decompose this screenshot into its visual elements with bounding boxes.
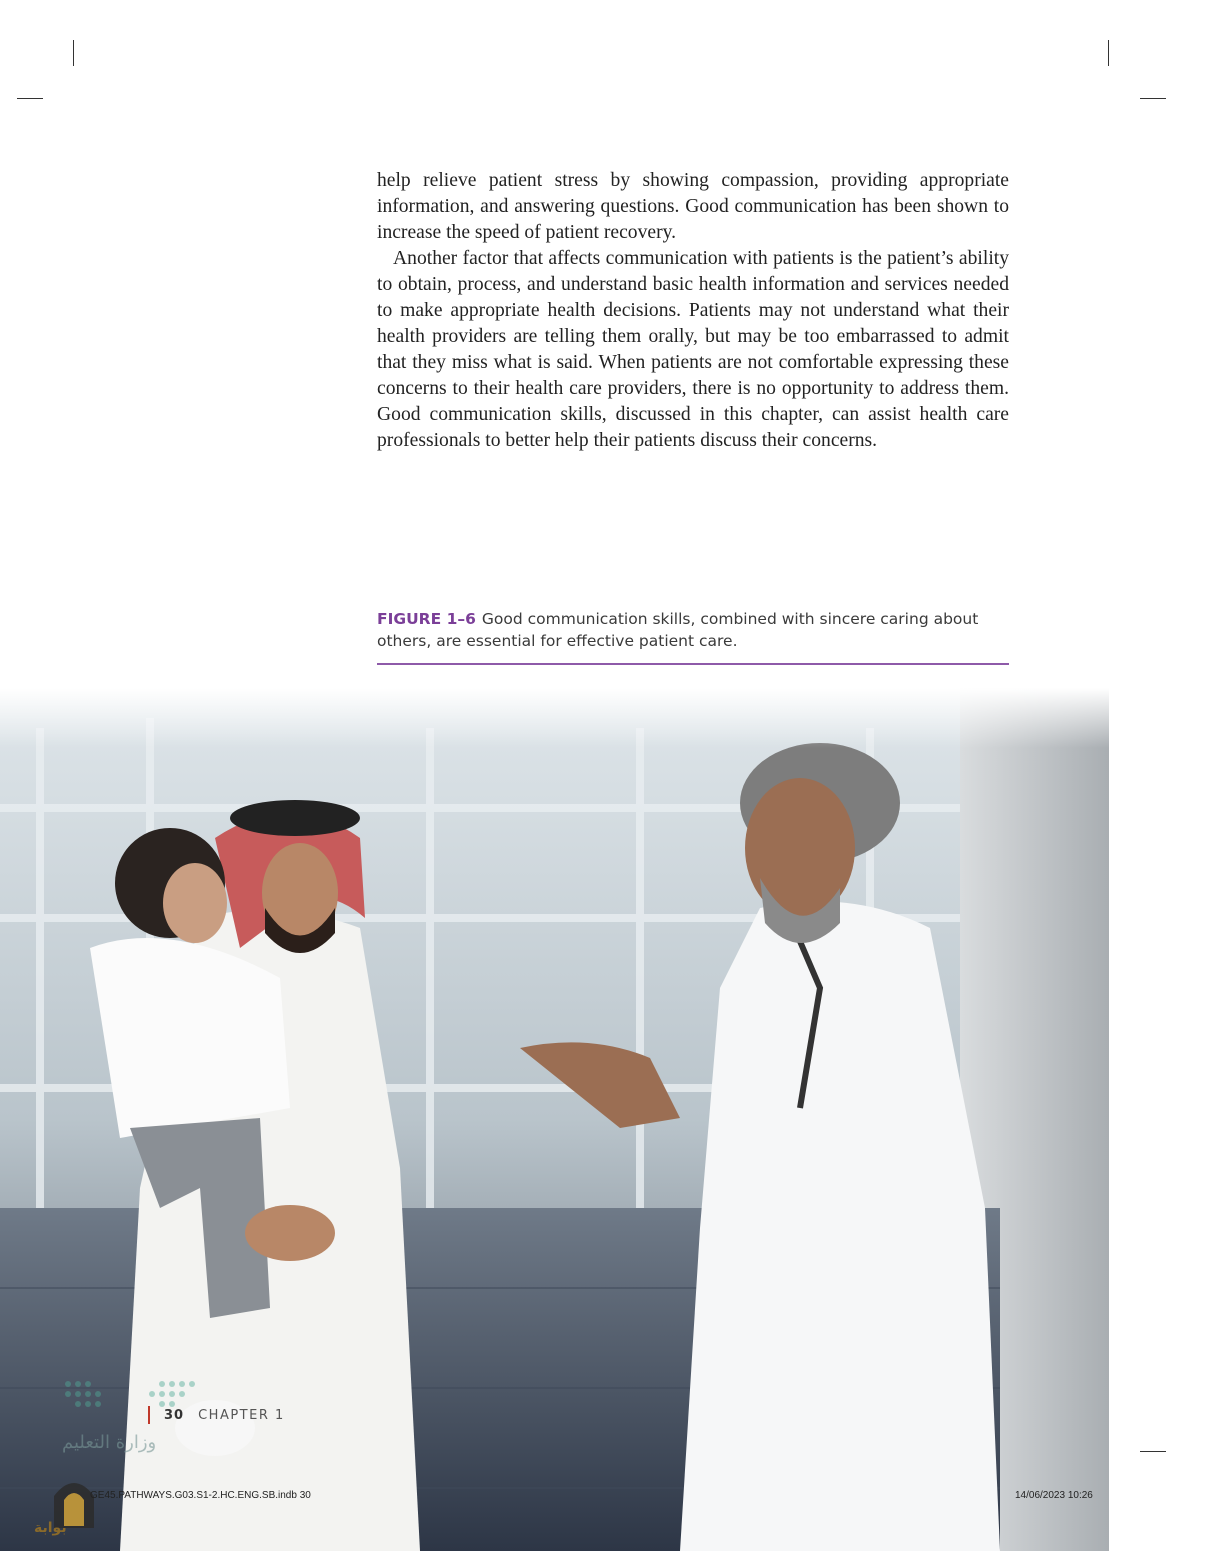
crop-mark: [17, 98, 43, 99]
folio-bar: [148, 1406, 150, 1424]
figure-caption: [377, 608, 1009, 652]
portal-badge-icon: [44, 1468, 104, 1548]
figure-label: FIGURE 1–6: [377, 610, 476, 628]
crop-mark: [1108, 40, 1109, 66]
page-number: 30: [164, 1407, 185, 1423]
timestamp: 14/06/2023 10:26: [1015, 1490, 1093, 1501]
folio: [148, 1406, 285, 1424]
crop-mark: [1140, 98, 1166, 99]
caption-rule: [377, 663, 1009, 665]
figure-caption-text: Good communication skills, combined with sincere caring about others, are essential for effective patient care.: [377, 610, 979, 650]
paragraph-2: Another factor that affects communication with patients is the patient’s ability to obtain, process, and understand basic health information and services needed to make appropriate health decisions. Patients may not understand what their health providers are telling them orally, but may be too embarrassed to admit that they miss what is said. When patients are not comfortable expressing these concerns to their health care providers, there is no opportunity to address them. Good communication skills, discussed in this chapter, can assist health care professionals to better help their patients discuss their concerns.: [377, 248, 1009, 451]
ministry-logo-text: وزارة التعليم: [62, 1432, 157, 1453]
chapter-label: CHAPTER 1: [198, 1407, 285, 1423]
portal-text: بوابة: [34, 1520, 67, 1536]
crop-mark: [73, 40, 74, 66]
file-slug: GE45.PATHWAYS.G03.S1-2.HC.ENG.SB.indb 30: [90, 1490, 311, 1501]
paragraph-1: help relieve patient stress by showing compassion, providing appropriate information, and answering questions. Good communication has been shown to increase the speed of patient recovery.: [377, 170, 1009, 243]
body-text: [377, 168, 1009, 454]
crop-mark: [1140, 1451, 1166, 1452]
